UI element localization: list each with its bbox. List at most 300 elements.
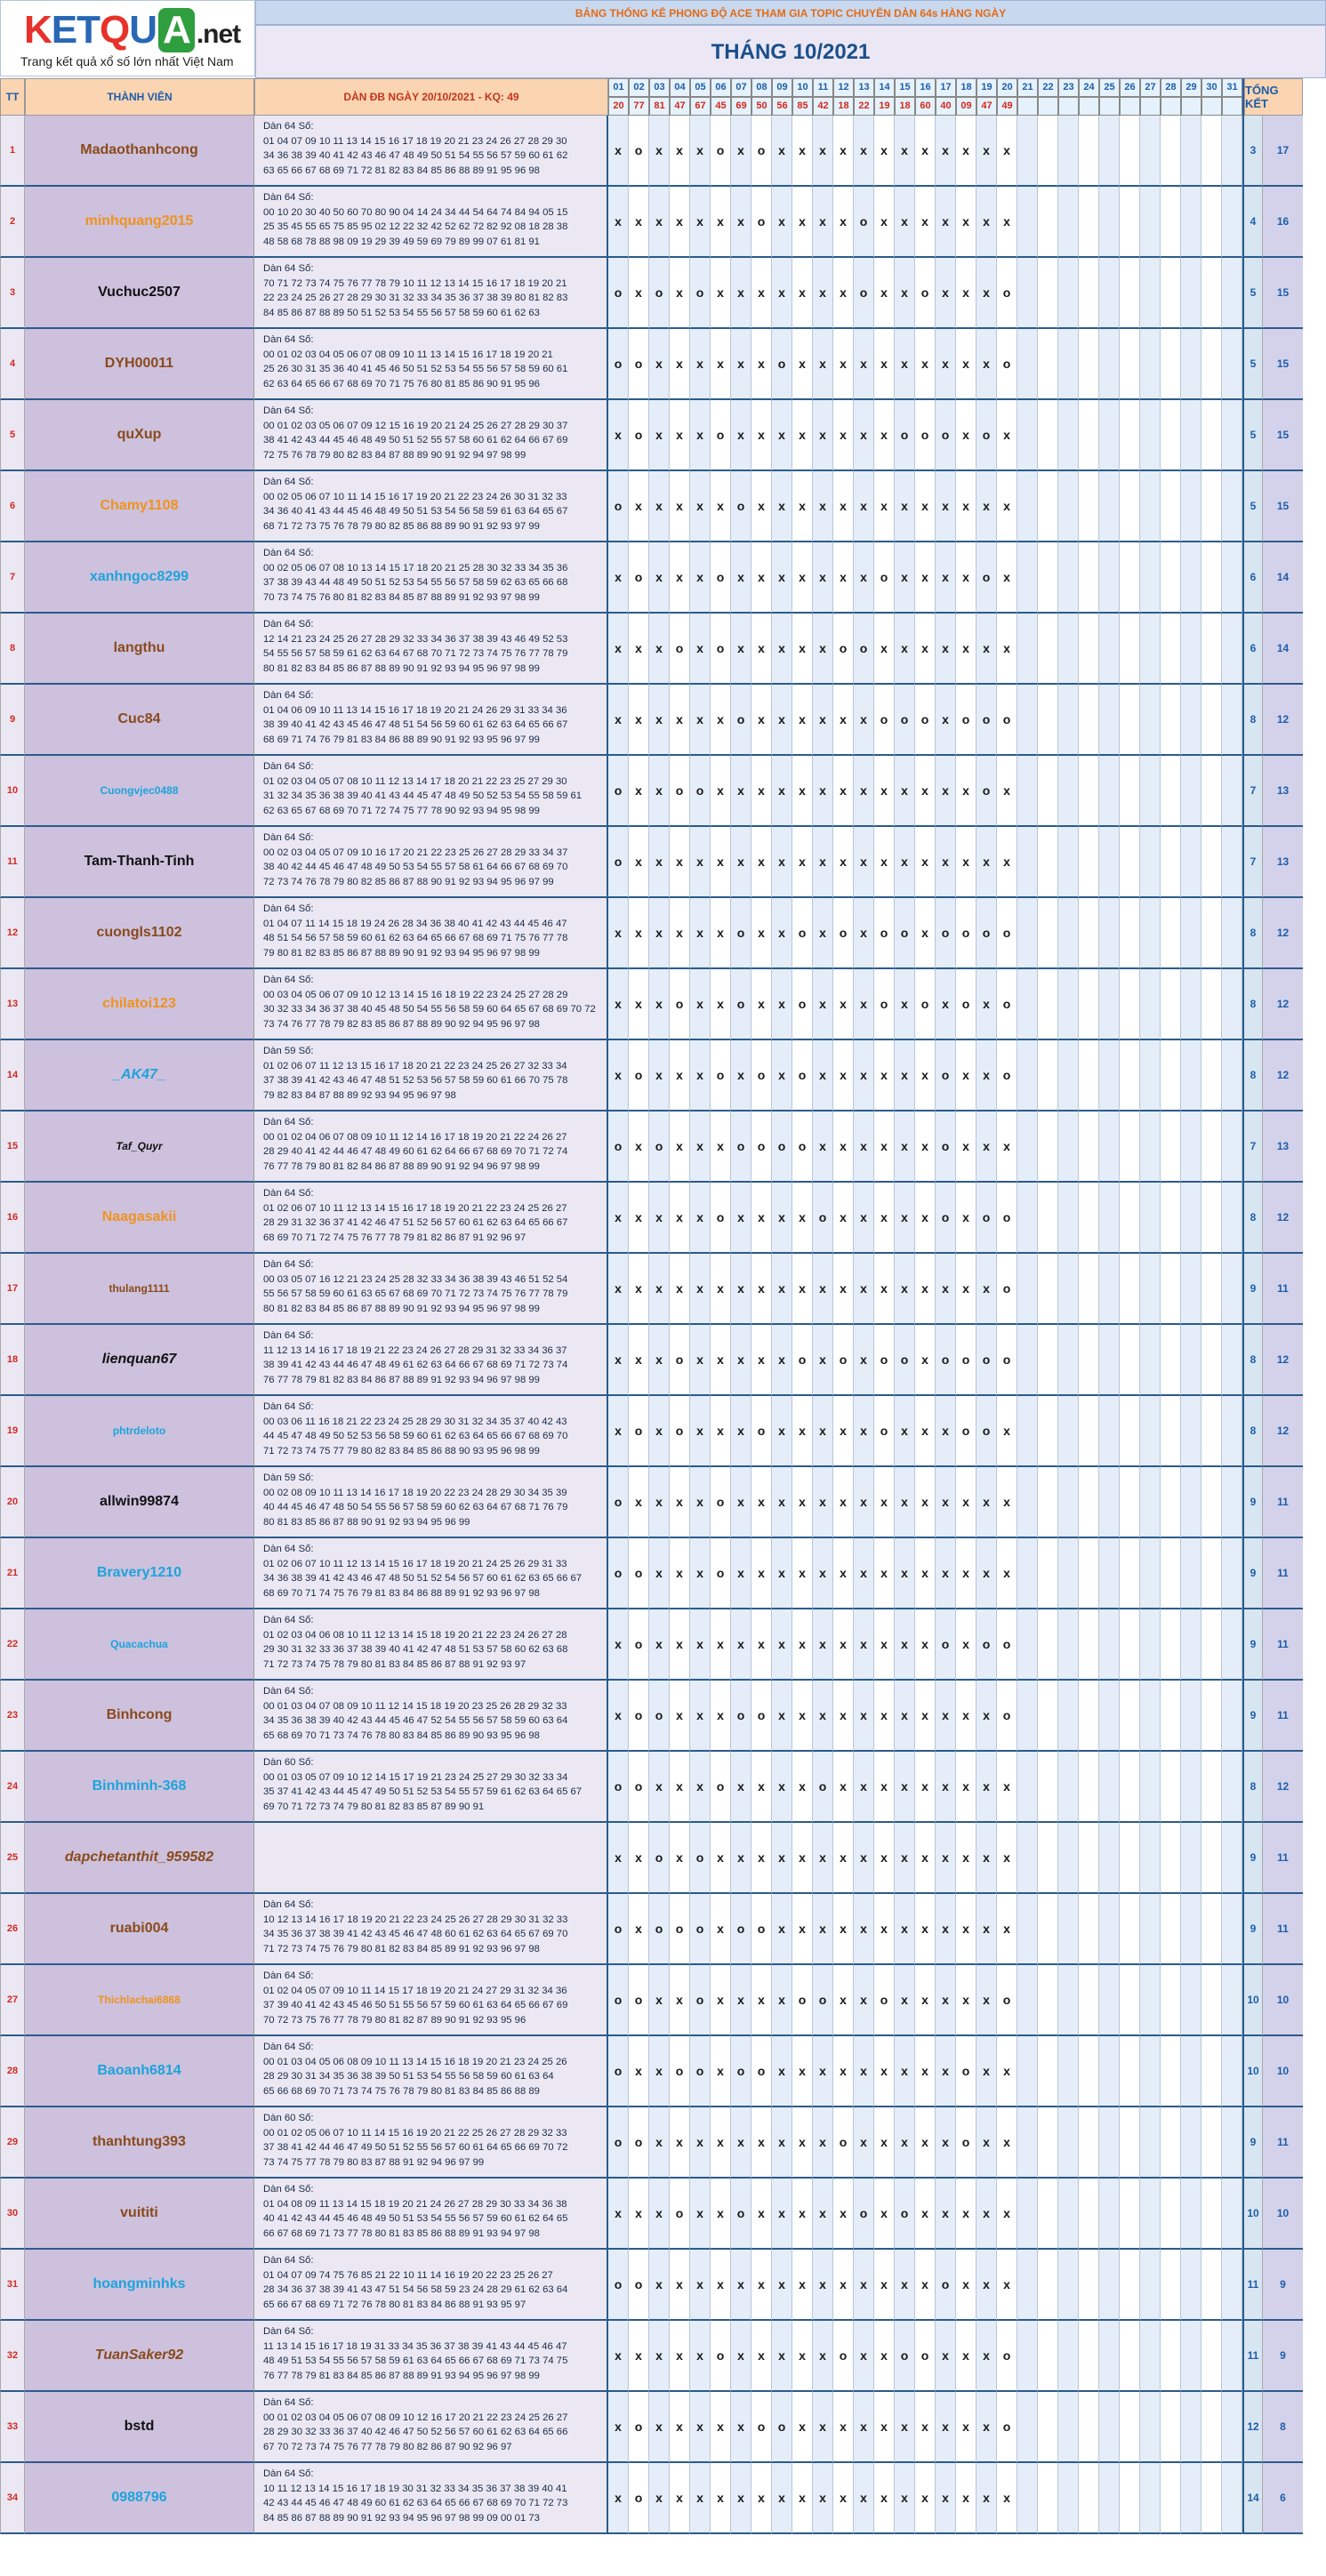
day-mark: x xyxy=(895,1538,915,1609)
day-mark: x xyxy=(690,2107,711,2179)
day-mark: x xyxy=(997,542,1017,614)
day-mark xyxy=(1161,1325,1181,1396)
site-logo[interactable] xyxy=(0,0,255,76)
day-mark xyxy=(1017,2179,1038,2250)
day-mark xyxy=(1161,1467,1181,1538)
day-mark: x xyxy=(608,898,629,969)
day-mark xyxy=(1181,1965,1201,2036)
day-mark: x xyxy=(976,2463,997,2534)
dan-line: 65 66 67 68 69 71 72 76 78 80 81 83 84 86 88 91 93 95 97 xyxy=(263,2299,526,2310)
day-mark: x xyxy=(792,2107,813,2179)
day-mark xyxy=(1099,1325,1120,1396)
day-mark: o xyxy=(854,258,874,329)
day-mark xyxy=(1058,1894,1079,1965)
day-mark: x xyxy=(608,2321,629,2392)
day-mark: x xyxy=(751,827,772,898)
day-mark: o xyxy=(792,1965,813,2036)
member-name[interactable]: langthu xyxy=(25,614,254,685)
dan-line: 01 02 03 04 05 07 08 10 11 12 13 14 17 18 20 21 22 23 25 27 29 30 xyxy=(263,775,567,787)
day-mark xyxy=(1079,1965,1099,2036)
member-name[interactable]: Baoanh6814 xyxy=(25,2036,254,2107)
dan-line: 68 69 70 71 72 74 75 76 77 78 79 81 82 86 87 91 92 96 97 xyxy=(263,1232,526,1243)
day-mark: x xyxy=(813,2463,833,2534)
member-name[interactable]: Naagasakii xyxy=(25,1183,254,1254)
dan-numbers xyxy=(254,400,608,471)
day-mark: x xyxy=(690,2463,711,2534)
day-result: 40 xyxy=(936,97,956,116)
dan-line: 55 56 57 58 59 60 61 63 65 67 68 69 70 71 72 73 74 75 76 77 78 79 xyxy=(263,1288,568,1299)
day-mark: x xyxy=(792,1254,813,1325)
day-mark xyxy=(1120,542,1140,614)
day-result: 77 xyxy=(629,97,649,116)
day-mark: x xyxy=(997,2179,1017,2250)
day-mark: x xyxy=(751,329,772,400)
member-name[interactable]: Quacachua xyxy=(25,1609,254,1681)
day-mark xyxy=(1201,1111,1222,1183)
day-mark: x xyxy=(915,1965,936,2036)
day-mark: x xyxy=(772,2179,792,2250)
day-mark xyxy=(1038,1254,1058,1325)
day-mark: x xyxy=(833,827,854,898)
day-mark: o xyxy=(874,1325,895,1396)
dan-line: 01 02 04 05 07 09 10 11 14 15 17 18 19 20 21 24 27 29 31 32 34 36 xyxy=(263,1985,567,1996)
member-name[interactable]: Taf_Quyr xyxy=(25,1111,254,1183)
day-mark xyxy=(1181,614,1201,685)
member-name[interactable]: Chamy1108 xyxy=(25,471,254,542)
member-name[interactable]: vuititi xyxy=(25,2179,254,2250)
day-mark xyxy=(1222,2392,1242,2463)
dan-numbers xyxy=(254,542,608,614)
row-number: 31 xyxy=(0,2250,25,2321)
day-mark: x xyxy=(751,1325,772,1396)
day-mark: x xyxy=(690,1467,711,1538)
day-mark: o xyxy=(608,1752,629,1823)
total-score: 13 xyxy=(1262,1111,1303,1183)
row-number: 25 xyxy=(0,1823,25,1894)
day-mark: x xyxy=(772,969,792,1040)
day-mark xyxy=(1181,400,1201,471)
dan-numbers xyxy=(254,614,608,685)
day-mark xyxy=(1017,1467,1038,1538)
member-name[interactable]: allwin99874 xyxy=(25,1467,254,1538)
day-mark: x xyxy=(711,2036,731,2107)
total-score: 13 xyxy=(1262,827,1303,898)
day-mark xyxy=(1099,827,1120,898)
day-result: 50 xyxy=(751,97,772,116)
day-header: 14 xyxy=(874,78,895,97)
dan-label: Dàn 64 Số: xyxy=(263,334,314,345)
dan-line: 79 80 81 82 83 85 86 87 88 89 90 91 92 93 94 95 96 97 98 99 xyxy=(263,947,540,959)
member-name[interactable]: Tam-Thanh-Tinh xyxy=(25,827,254,898)
dan-numbers xyxy=(254,1396,608,1467)
day-mark xyxy=(1120,756,1140,827)
day-mark: x xyxy=(956,1965,976,2036)
day-mark: o xyxy=(670,614,690,685)
day-mark: x xyxy=(649,756,670,827)
day-mark: x xyxy=(772,1965,792,2036)
day-mark xyxy=(1222,258,1242,329)
day-mark: x xyxy=(895,827,915,898)
day-mark xyxy=(1038,1325,1058,1396)
day-mark: x xyxy=(833,1111,854,1183)
dan-line: 65 66 68 69 70 71 73 74 75 76 78 79 80 81 83 84 85 86 88 89 xyxy=(263,2085,540,2097)
day-mark: x xyxy=(936,1894,956,1965)
day-mark xyxy=(1181,2107,1201,2179)
day-mark: x xyxy=(895,1681,915,1752)
day-mark: o xyxy=(956,2036,976,2107)
dan-line: 30 32 33 34 36 37 38 40 45 48 50 54 55 56 58 59 60 64 65 67 68 69 70 72 xyxy=(263,1004,596,1015)
day-mark: o xyxy=(976,542,997,614)
day-mark: x xyxy=(895,2463,915,2534)
day-mark: o xyxy=(608,2036,629,2107)
day-mark: x xyxy=(772,400,792,471)
day-mark: x xyxy=(690,827,711,898)
day-mark: x xyxy=(649,1183,670,1254)
day-mark: x xyxy=(874,329,895,400)
member-name[interactable]: chilatoi123 xyxy=(25,969,254,1040)
day-mark: o xyxy=(956,685,976,756)
dan-line: 70 71 72 73 74 75 76 77 78 79 10 11 12 13 14 15 16 17 18 19 20 21 xyxy=(263,277,567,289)
day-mark xyxy=(1099,2107,1120,2179)
day-mark xyxy=(1181,1040,1201,1111)
day-mark: x xyxy=(997,2463,1017,2534)
day-mark: x xyxy=(711,2179,731,2250)
day-mark: x xyxy=(895,756,915,827)
day-mark xyxy=(1038,1681,1058,1752)
day-mark: x xyxy=(629,2036,649,2107)
day-mark: o xyxy=(670,1325,690,1396)
day-result: 60 xyxy=(915,97,936,116)
day-mark: x xyxy=(915,187,936,258)
day-mark: x xyxy=(670,898,690,969)
day-mark: x xyxy=(874,1752,895,1823)
day-result: 49 xyxy=(997,97,1017,116)
day-mark xyxy=(1140,756,1161,827)
day-mark: o xyxy=(731,2036,751,2107)
day-mark xyxy=(1058,614,1079,685)
day-mark xyxy=(1079,2036,1099,2107)
day-mark: x xyxy=(833,258,854,329)
dan-line: 71 72 73 74 75 76 79 80 81 82 83 84 85 89 91 92 93 96 97 98 xyxy=(263,1943,540,1954)
day-mark: o xyxy=(690,1965,711,2036)
day-mark: x xyxy=(608,1609,629,1681)
day-mark: o xyxy=(874,685,895,756)
day-mark: x xyxy=(711,471,731,542)
day-mark xyxy=(1140,1040,1161,1111)
day-mark xyxy=(1140,1111,1161,1183)
day-mark: x xyxy=(936,2392,956,2463)
day-mark: x xyxy=(874,1040,895,1111)
day-mark: x xyxy=(997,471,1017,542)
day-mark: x xyxy=(731,1254,751,1325)
member-name[interactable]: quXup xyxy=(25,400,254,471)
member-name[interactable]: Binhminh-368 xyxy=(25,1752,254,1823)
member-name[interactable]: bstd xyxy=(25,2392,254,2463)
day-mark: o xyxy=(833,898,854,969)
day-mark: x xyxy=(874,2321,895,2392)
day-mark xyxy=(1222,400,1242,471)
miss-count: 5 xyxy=(1244,400,1262,471)
day-mark: x xyxy=(772,1040,792,1111)
day-mark xyxy=(1099,1752,1120,1823)
day-mark xyxy=(1038,542,1058,614)
day-mark xyxy=(1201,329,1222,400)
day-mark xyxy=(1099,969,1120,1040)
day-mark: x xyxy=(690,1183,711,1254)
day-mark: o xyxy=(629,1752,649,1823)
member-name[interactable]: Bravery1210 xyxy=(25,1538,254,1609)
day-mark xyxy=(1140,1467,1161,1538)
day-mark: o xyxy=(711,1040,731,1111)
member-name[interactable]: dapchetanthit_959582 xyxy=(25,1823,254,1894)
day-mark: x xyxy=(751,2321,772,2392)
dan-numbers xyxy=(254,969,608,1040)
day-mark: x xyxy=(833,1254,854,1325)
day-mark: x xyxy=(649,685,670,756)
dan-label: Dàn 64 Số: xyxy=(263,548,314,558)
day-mark xyxy=(1120,2036,1140,2107)
day-mark xyxy=(1058,1538,1079,1609)
dan-label: Dàn 64 Số: xyxy=(263,2184,314,2195)
day-mark xyxy=(1079,400,1099,471)
miss-count: 8 xyxy=(1244,1040,1262,1111)
day-mark xyxy=(1038,685,1058,756)
day-mark: x xyxy=(813,827,833,898)
day-mark: x xyxy=(813,1396,833,1467)
day-mark xyxy=(1099,898,1120,969)
day-mark xyxy=(1079,258,1099,329)
day-mark xyxy=(1017,542,1038,614)
total-score: 8 xyxy=(1262,2392,1303,2463)
day-mark xyxy=(1120,614,1140,685)
dan-line: 00 01 03 04 07 08 09 10 11 12 14 15 18 19 20 23 25 26 28 29 32 33 xyxy=(263,1700,567,1712)
day-mark: o xyxy=(711,542,731,614)
day-mark: x xyxy=(649,2463,670,2534)
day-mark: x xyxy=(711,1325,731,1396)
member-name[interactable]: Vuchuc2507 xyxy=(25,258,254,329)
day-mark xyxy=(1140,1823,1161,1894)
day-mark: x xyxy=(956,542,976,614)
day-result xyxy=(1099,97,1120,116)
dan-label: Dàn 64 Số: xyxy=(263,1899,314,1910)
day-mark xyxy=(1222,685,1242,756)
day-mark xyxy=(1038,2036,1058,2107)
day-mark xyxy=(1201,542,1222,614)
member-name[interactable]: Binhcong xyxy=(25,1681,254,1752)
day-mark: x xyxy=(915,329,936,400)
member-name[interactable]: hoangminhks xyxy=(25,2250,254,2321)
day-mark: x xyxy=(874,116,895,187)
dan-numbers xyxy=(254,827,608,898)
day-mark xyxy=(1120,1538,1140,1609)
day-mark xyxy=(1038,1752,1058,1823)
dan-line: 80 81 83 85 86 87 88 90 91 92 93 94 95 96 99 xyxy=(263,1516,470,1528)
day-mark: x xyxy=(751,898,772,969)
day-mark xyxy=(1201,756,1222,827)
day-mark: x xyxy=(895,1965,915,2036)
member-name[interactable]: ruabi004 xyxy=(25,1894,254,1965)
row-number: 20 xyxy=(0,1467,25,1538)
dan-line: 28 29 30 32 33 36 37 40 42 46 47 50 52 56 57 60 61 62 63 64 65 66 xyxy=(263,2427,568,2437)
member-name[interactable]: 0988796 xyxy=(25,2463,254,2534)
total-score: 15 xyxy=(1262,400,1303,471)
day-mark: x xyxy=(690,2179,711,2250)
day-mark: x xyxy=(608,1681,629,1752)
day-mark: x xyxy=(915,116,936,187)
day-mark: o xyxy=(711,1467,731,1538)
day-mark xyxy=(1161,756,1181,827)
day-mark xyxy=(1161,969,1181,1040)
miss-count: 11 xyxy=(1244,2250,1262,2321)
day-mark xyxy=(1161,1823,1181,1894)
miss-count: 8 xyxy=(1244,898,1262,969)
day-mark xyxy=(1222,1609,1242,1681)
dan-line: 25 26 30 31 35 36 40 41 45 46 50 51 52 53 54 55 56 57 58 59 60 61 xyxy=(263,364,568,374)
day-mark: x xyxy=(711,1894,731,1965)
day-mark: x xyxy=(690,1681,711,1752)
day-mark: x xyxy=(670,1040,690,1111)
day-mark: x xyxy=(792,614,813,685)
day-mark: x xyxy=(751,2250,772,2321)
day-mark xyxy=(1181,258,1201,329)
day-mark xyxy=(1120,1965,1140,2036)
day-mark: x xyxy=(956,1183,976,1254)
day-header: 23 xyxy=(1058,78,1079,97)
day-mark xyxy=(1140,116,1161,187)
header-tt: TT xyxy=(0,78,25,116)
member-name[interactable]: lienquan67 xyxy=(25,1325,254,1396)
day-mark: x xyxy=(854,2250,874,2321)
day-mark xyxy=(1222,898,1242,969)
day-mark: o xyxy=(608,827,629,898)
day-mark: x xyxy=(936,827,956,898)
day-mark: o xyxy=(997,1681,1017,1752)
day-mark: x xyxy=(976,2250,997,2321)
day-mark: x xyxy=(731,187,751,258)
day-mark: x xyxy=(751,542,772,614)
miss-count: 3 xyxy=(1244,116,1262,187)
day-mark xyxy=(1099,685,1120,756)
day-mark xyxy=(1058,1254,1079,1325)
dan-line: 70 73 74 75 76 80 81 82 83 84 85 87 88 89 91 92 93 97 98 99 xyxy=(263,591,540,603)
day-mark xyxy=(1161,329,1181,400)
day-mark: x xyxy=(772,2463,792,2534)
day-mark: x xyxy=(833,2179,854,2250)
member-name[interactable]: Madaothanhcong xyxy=(25,116,254,187)
day-mark: x xyxy=(711,1609,731,1681)
day-mark: x xyxy=(833,542,854,614)
member-name[interactable]: minhquang2015 xyxy=(25,187,254,258)
day-mark xyxy=(1038,2107,1058,2179)
member-name[interactable]: Cuc84 xyxy=(25,685,254,756)
day-mark: x xyxy=(792,400,813,471)
day-mark: x xyxy=(976,1681,997,1752)
member-name[interactable]: cuongls1102 xyxy=(25,898,254,969)
day-mark xyxy=(1201,898,1222,969)
day-header: 11 xyxy=(813,78,833,97)
day-mark xyxy=(1099,2463,1120,2534)
member-name[interactable]: thanhtung393 xyxy=(25,2107,254,2179)
member-name[interactable]: phtrdeloto xyxy=(25,1396,254,1467)
dan-label: Dàn 59 Số: xyxy=(263,1046,314,1056)
day-mark: o xyxy=(690,2036,711,2107)
row-number: 17 xyxy=(0,1254,25,1325)
day-mark: x xyxy=(976,1965,997,2036)
member-name[interactable]: _AK47_ xyxy=(25,1040,254,1111)
day-mark: x xyxy=(936,471,956,542)
dan-label: Dàn 60 Số: xyxy=(263,1757,314,1768)
day-mark: o xyxy=(792,898,813,969)
day-mark: x xyxy=(813,2250,833,2321)
day-mark xyxy=(1058,2036,1079,2107)
day-mark: o xyxy=(731,1894,751,1965)
day-mark xyxy=(1201,2036,1222,2107)
member-name[interactable]: thulang1111 xyxy=(25,1254,254,1325)
day-mark: x xyxy=(792,471,813,542)
day-result xyxy=(1161,97,1181,116)
day-mark xyxy=(1038,116,1058,187)
member-name[interactable]: Thichlachai6868 xyxy=(25,1965,254,2036)
row-number: 14 xyxy=(0,1040,25,1111)
day-mark: o xyxy=(608,1894,629,1965)
day-mark xyxy=(1201,1609,1222,1681)
day-result xyxy=(1058,97,1079,116)
total-score: 15 xyxy=(1262,471,1303,542)
day-mark xyxy=(1161,2107,1181,2179)
day-result: 45 xyxy=(711,97,731,116)
dan-line: 25 35 45 55 65 75 85 95 02 12 22 32 42 52 62 72 82 92 08 18 28 38 xyxy=(263,221,568,232)
day-mark: o xyxy=(997,2392,1017,2463)
day-mark xyxy=(1181,1609,1201,1681)
day-mark: x xyxy=(649,827,670,898)
row-number: 12 xyxy=(0,898,25,969)
day-mark: x xyxy=(670,187,690,258)
day-mark: x xyxy=(731,1396,751,1467)
day-mark: o xyxy=(608,329,629,400)
dan-numbers xyxy=(254,2036,608,2107)
day-mark xyxy=(1201,187,1222,258)
total-score: 12 xyxy=(1262,1752,1303,1823)
day-mark: x xyxy=(854,2392,874,2463)
miss-count: 10 xyxy=(1244,2179,1262,2250)
day-mark xyxy=(1038,1894,1058,1965)
day-mark xyxy=(1201,258,1222,329)
dan-line: 01 02 03 04 06 08 10 11 12 13 14 15 18 19 20 21 22 23 24 26 27 28 xyxy=(263,1629,567,1641)
day-mark xyxy=(1079,1823,1099,1894)
day-mark: x xyxy=(772,1467,792,1538)
day-mark: o xyxy=(997,1254,1017,1325)
day-mark: x xyxy=(956,2392,976,2463)
day-mark xyxy=(1140,2321,1161,2392)
day-header: 21 xyxy=(1017,78,1038,97)
day-mark: x xyxy=(690,471,711,542)
day-mark: o xyxy=(936,1609,956,1681)
day-mark: o xyxy=(629,400,649,471)
day-header: 22 xyxy=(1038,78,1058,97)
day-mark: x xyxy=(772,1183,792,1254)
day-mark xyxy=(1201,685,1222,756)
miss-count: 8 xyxy=(1244,1396,1262,1467)
dan-line: 65 68 69 70 71 73 74 76 78 80 83 84 85 86 89 90 93 95 96 98 xyxy=(263,1729,540,1741)
day-mark: x xyxy=(731,1823,751,1894)
member-name[interactable]: TuanSaker92 xyxy=(25,2321,254,2392)
member-name[interactable]: Cuongvjec0488 xyxy=(25,756,254,827)
member-name[interactable]: xanhngoc8299 xyxy=(25,542,254,614)
day-mark: x xyxy=(731,1538,751,1609)
day-mark: x xyxy=(997,1538,1017,1609)
day-mark: x xyxy=(772,1538,792,1609)
member-name[interactable]: DYH00011 xyxy=(25,329,254,400)
